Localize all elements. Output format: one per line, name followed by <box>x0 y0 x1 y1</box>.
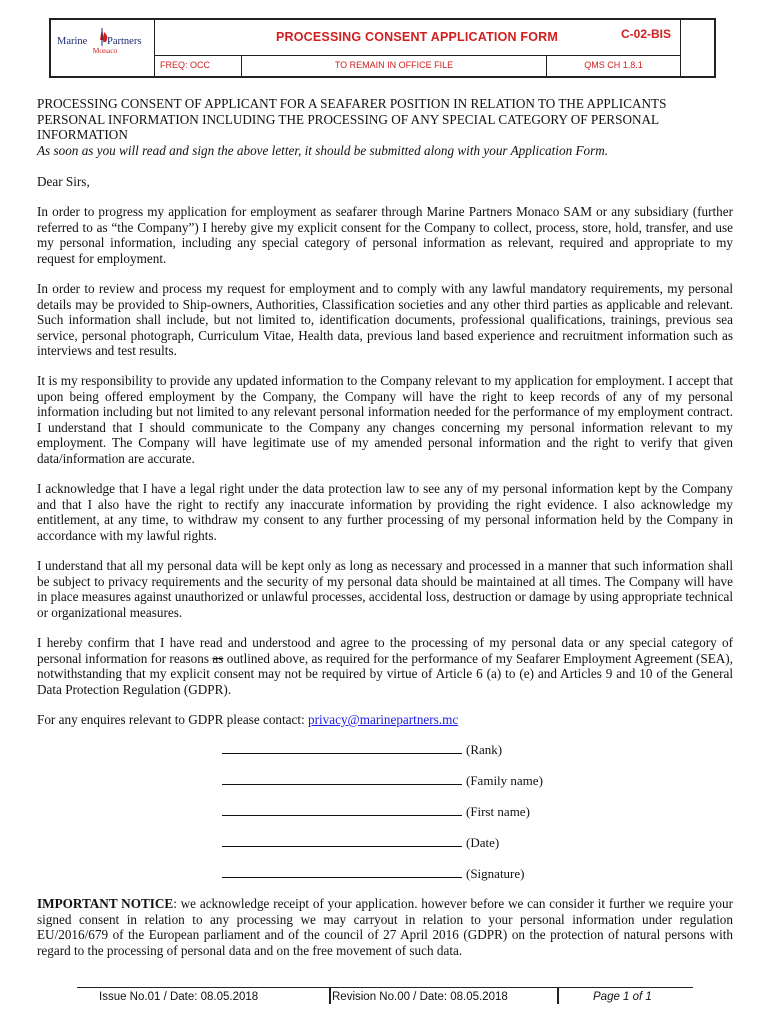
logo-mark-icon <box>51 20 154 76</box>
date-line[interactable] <box>222 835 462 847</box>
remain-cell: TO REMAIN IN OFFICE FILE <box>242 55 547 76</box>
document-subheading: As soon as you will read and sign the above letter, it should be submitted along with your Application Form. <box>37 143 609 158</box>
signature-line[interactable] <box>222 866 462 878</box>
signature-field[interactable] <box>222 866 524 881</box>
signature-label: (Signature) <box>466 866 525 881</box>
paragraph-review: In order to review and process my request for employment and to comply with any lawful mandatory requirements, my personal details may be provided to Ship-owners, Authorities, Classification societies and any other third parties as applicable and relevant. Such information shall include, but not limited to, identification documents, professional qualifications, trainings, previous sea service, personal photograph, Curriculum Vitae, Health data, previous land based experience and recruitment information such as interviews and test results. <box>37 281 733 358</box>
first-name-field[interactable] <box>222 804 530 819</box>
qms-cell: QMS CH 1.8.1 <box>584 60 643 70</box>
document-heading: PROCESSING CONSENT OF APPLICANT FOR A SEAFARER POSITION IN RELATION TO THE APPLICANTS PERSONAL INFORMATION INCLUDING THE PROCESSING OF ANY SPECIAL CATEGORY OF PERSONAL INFORMATION <box>37 96 667 142</box>
salutation: Dear Sirs, <box>37 174 90 189</box>
date-label: (Date) <box>466 835 500 850</box>
confirmation-text-a: I hereby confirm that I have read and understood and agree to the processing of my personal data or any special category of personal information for reasons <box>37 635 733 666</box>
family-name-line[interactable] <box>222 773 462 785</box>
freq-cell: FREQ: OCC <box>154 55 242 76</box>
privacy-email-link[interactable]: privacy@marinepartners.mc <box>308 712 459 727</box>
company-logo <box>51 20 155 76</box>
paragraph-consent: In order to progress my application for employment as seafarer through Marine Partners Monaco SAM or any subsidiary (further referred to as “the Company”) I hereby give my explicit consent for the Company to collect, process, store, hold, transfer, and use my personal information, including any special category of personal information as relevant, required and appropriate to my request for employment. <box>37 204 733 266</box>
rank-line[interactable] <box>222 742 462 754</box>
logo-text-right: Partners <box>107 36 142 47</box>
family-name-field[interactable] <box>222 773 543 788</box>
rank-label: (Rank) <box>466 742 503 757</box>
paragraph-responsibility: It is my responsibility to provide any updated information to the Company relevant to my application for employment. I accept that upon being offered employment by the Company, the Company will have the right to keep records of any of my personal information including but not limited to any relevant personal information needed for the performance of my employment contract. I understand that I should communicate to the Company any changes concerning my personal information relevant to my employment. The Company will have legitimate use of my amended personal information and the right to verify that given data/information are accurate. <box>37 373 733 466</box>
rank-field[interactable] <box>222 742 502 757</box>
notice-text: : we acknowledge receipt of your application. however before we can consider it further we require your signed consent in relation to any processing we may carryout in relation to your personal information under regulation EU/2016/679 of the European parliament and of the council of 27 April 2016 (GDPR) on the protection of natural persons with regard to the processing of personal data and on the free movement of such data. <box>37 896 733 958</box>
date-field[interactable] <box>222 835 499 850</box>
struck-word: as <box>212 650 224 666</box>
page-info: Page 1 of 1 <box>593 991 652 1003</box>
form-title: PROCESSING CONSENT APPLICATION FORM <box>154 20 680 56</box>
footer-divider <box>557 988 559 1004</box>
paragraph-confirmation <box>37 635 733 697</box>
revision-info: Revision No.00 / Date: 08.05.2018 <box>332 991 508 1003</box>
notice-label: IMPORTANT NOTICE <box>37 896 174 911</box>
paragraph-legal-right: I acknowledge that I have a legal right under the data protection law to see any of my personal information kept by the Company and that I also have the right to rectify any inaccurate information by providing the right evidence. I also acknowledge my entitlement, at any time, to withdraw my consent to any further processing of my personal information held by the Company in accordance with my lawful rights. <box>37 481 733 543</box>
issue-info: Issue No.01 / Date: 08.05.2018 <box>99 991 259 1003</box>
first-name-line[interactable] <box>222 804 462 816</box>
logo-text-left: Marine <box>57 36 88 47</box>
contact-prefix: For any enquires relevant to GDPR please contact: <box>37 712 309 727</box>
first-name-label: (First name) <box>466 804 530 819</box>
footer-divider <box>329 988 331 1004</box>
form-code: C-02-BIS <box>620 27 671 41</box>
confirmation-text-b: outlined above, as required for the performance of my Seafarer Employment Agreement (SEA), notwithstanding that my explicit consent may not be required by virtue of Article 6 (a) to (e) and Articles 9 and 10 of the General Data Protection Regulation (GDPR). <box>37 650 733 697</box>
logo-sub: Monaco <box>92 46 118 55</box>
contact-line <box>37 712 733 728</box>
header-meta-row <box>154 55 680 76</box>
important-notice <box>37 896 733 958</box>
document-footer <box>77 987 693 1004</box>
family-name-label: (Family name) <box>466 773 543 788</box>
paragraph-data-retention: I understand that all my personal data will be kept only as long as necessary and processed in a manner that such information shall be subject to privacy requirements and the security of my personal data should be maintained at all times. The Company will have in place measures against unauthorized or unlawful processes, accidental loss, destruction or damage by using appropriate technical or organizational measures. <box>37 558 733 620</box>
